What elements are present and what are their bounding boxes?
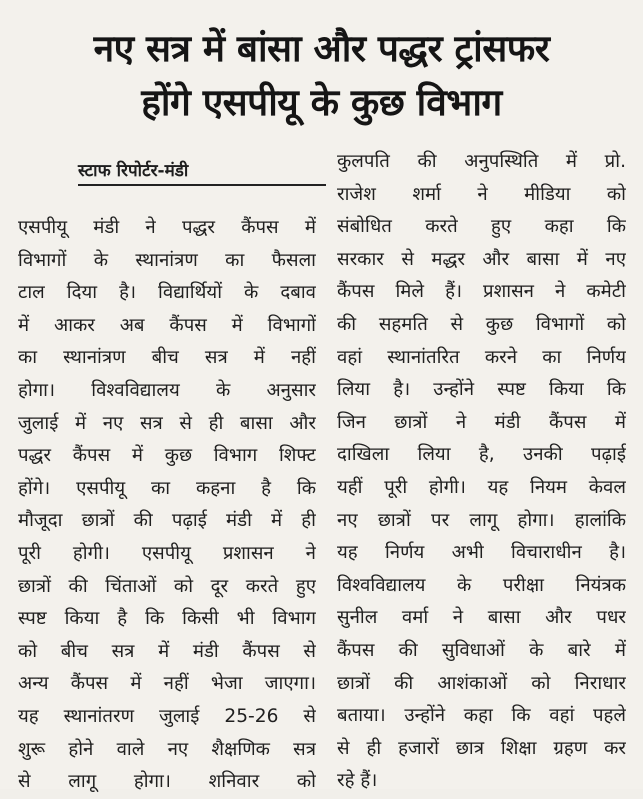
text-line: विभागों के स्थानांत्रण का फैसला	[18, 249, 316, 271]
text-line: का स्थानांत्रण बीच सत्र में नहीं	[18, 347, 316, 369]
text-line: लिया है। उन्होंने स्पष्ट किया कि	[337, 379, 626, 401]
text-line: होगा। विश्वविद्यालय के अनुसार	[18, 379, 316, 401]
text-line: जुलाई में नए सत्र से ही बासा और	[18, 412, 316, 434]
text-line: सुनील वर्मा ने बासा और पधर	[337, 607, 626, 629]
byline: स्टाफ रिपोर्टर-मंडी	[78, 160, 326, 186]
article-column-1	[18, 212, 316, 799]
text-line: कुलपति की अनुपस्थिति में प्रो.	[337, 151, 626, 172]
text-line: छात्रों की आशंकाओं को निराधार	[337, 672, 626, 694]
text-line: कैंपस की सुविधाओं के बारे में	[337, 639, 626, 661]
text-line: टाल दिया है। विद्यार्थियों के दबाव	[18, 282, 316, 304]
text-line: में आकर अब कैंपस में विभागों	[18, 314, 316, 336]
text-line: संबोधित करते हुए कहा कि	[337, 216, 626, 238]
text-line: पद्धर कैंपस में कुछ विभाग शिफ्ट	[18, 445, 316, 467]
text-line: कैंपस मिले हैं। प्रशासन ने कमेटी	[337, 281, 626, 303]
text-line: जिन छात्रों ने मंडी कैंपस में	[337, 411, 626, 433]
text-line: नए छात्रों पर लागू होगा। हालांकि	[337, 509, 626, 531]
text-line: यह स्थानांतरण जुलाई 25-26 से	[18, 705, 316, 727]
text-line: अन्य कैंपस में नहीं भेजा जाएगा।	[18, 673, 316, 695]
headline	[0, 22, 643, 130]
text-line: मौजूदा छात्रों की पढ़ाई मंडी में ही	[18, 510, 316, 532]
text-line: शुरू होने वाले नए शैक्षणिक सत्र	[18, 738, 316, 760]
text-line: बताया। उन्होंने कहा कि वहां पहले	[337, 705, 626, 727]
article-column-2	[337, 146, 626, 798]
text-line: स्पष्ट किया है कि किसी भी विभाग	[18, 608, 316, 630]
headline-line-1: नए सत्र में बांसा और पद्धर ट्रांसफर	[93, 27, 550, 70]
text-line: दाखिला लिया है, उनकी पढ़ाई	[337, 444, 626, 466]
text-line: होंगे। एसपीयू का कहना है कि	[18, 477, 316, 499]
text-line: यह निर्णय अभी विचाराधीन है।	[337, 542, 626, 564]
text-line: एसपीयू मंडी ने पद्धर कैंपस में	[18, 217, 316, 238]
text-line: यहीं पूरी होगी। यह नियम केवल	[337, 476, 626, 498]
text-line: वहां स्थानांतरित करने का निर्णय	[337, 346, 626, 368]
text-line: से ही हजारों छात्र शिक्षा ग्रहण कर	[337, 737, 626, 759]
text-line: छात्रों की चिंताओं को दूर करते हुए	[18, 575, 316, 597]
headline-line-2: होंगे एसपीयू के कुछ विभाग	[141, 81, 502, 124]
text-line: की सहमति से कुछ विभागों को	[337, 313, 626, 335]
text-line: राजेश शर्मा ने मीडिया को	[337, 183, 626, 205]
text-line: पूरी होगी। एसपीयू प्रशासन ने	[18, 542, 316, 564]
text-line: से लागू होगा। शनिवार को	[18, 771, 316, 793]
text-line: रहे हैं।	[337, 770, 378, 792]
text-line: सरकार से मद्धर और बासा में नए	[337, 248, 626, 270]
text-line: विश्वविद्यालय के परीक्षा नियंत्रक	[337, 574, 626, 596]
text-line: को बीच सत्र में मंडी कैंपस से	[18, 640, 316, 662]
